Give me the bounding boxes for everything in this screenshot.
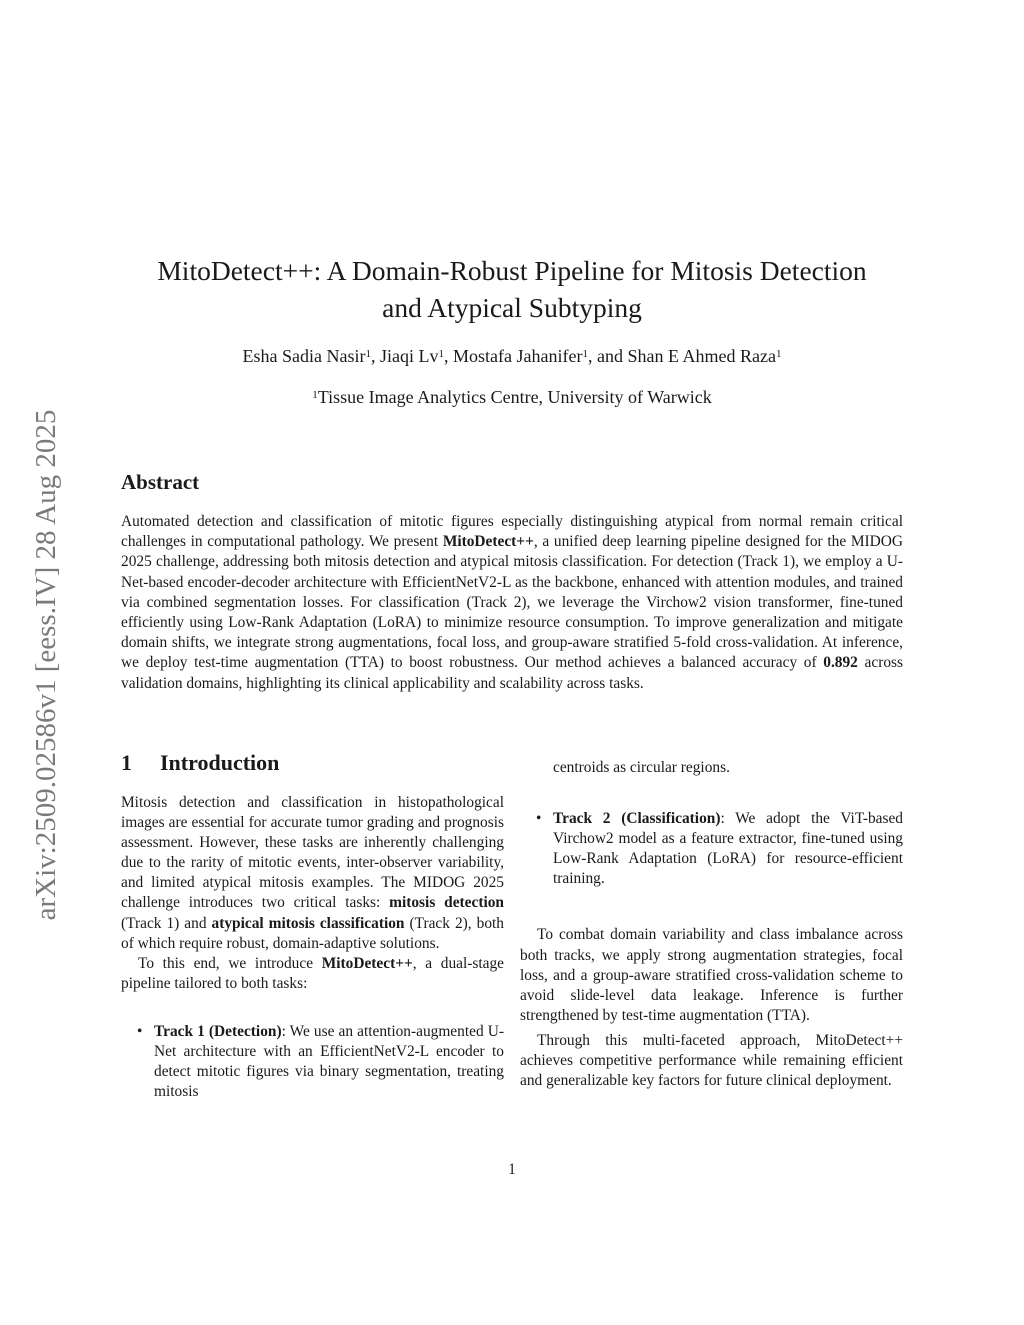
abstract-method-name: MitoDetect++ [442, 533, 534, 551]
abstract-body [121, 512, 903, 694]
bullet-dot-icon: • [536, 810, 542, 828]
abstract-text: Automated detection and classification of mitotic figures especially distinguishing atypical from normal remain critical challenges in computational pathology. We present [121, 513, 903, 551]
intro-paragraph-3: To combat domain variability and class imbalance across both tracks, we apply strong augmentation strategies, focal loss, and a group-aware stratified cross-validation scheme to avoid slide-level data leakage. Inference is further strengthened by test-time augmentation (TTA). [520, 926, 903, 1024]
paragraph-text: To this end, we introduce [138, 954, 322, 972]
abstract-heading: Abstract [121, 470, 200, 494]
intro-paragraph-4: Through this multi-faceted approach, MitoDetect++ achieves competitive performance while remaining efficient and generalizable key factors for future clinical deployment. [520, 1031, 903, 1090]
arxiv-identifier-stamp: arXiv:2509.02586v1 [eess.IV] 28 Aug 2025 [30, 409, 62, 921]
bullet-dot-icon: • [137, 1022, 143, 1040]
right-column [520, 758, 903, 1091]
bullet-track-1-continued [520, 758, 903, 778]
intro-paragraph-2 [121, 954, 504, 994]
affiliation-text: Tissue Image Analytics Centre, University of Warwick [317, 387, 712, 407]
paper-title [112, 252, 912, 326]
paragraph-text: (Track 2), both of which require robust, domain-adaptive solutions. [121, 914, 504, 952]
bullet-track-2 [520, 809, 903, 889]
author-name: Shan E Ahmed Raza [627, 346, 776, 366]
author-list [112, 343, 912, 369]
bullet-label: Track 1 (Detection) [154, 1022, 282, 1040]
author-name: Mostafa Jahanifer [453, 346, 583, 366]
author-separator: , and [587, 346, 628, 366]
bullet-text: : We use an attention-augmented U-Net architecture with an EfficientNetV2-L encoder to detect mitotic figures via binary segmentation, treating mitosis [154, 1022, 504, 1101]
author-separator: , [444, 346, 454, 366]
author-separator: , [371, 346, 381, 366]
bold-term: MitoDetect++ [321, 954, 413, 972]
title-line-2: and Atypical Subtyping [382, 292, 642, 323]
bold-term: mitosis detection [389, 894, 504, 912]
author-name: Esha Sadia Nasir [242, 346, 366, 366]
bold-term: atypical mitosis classification [211, 914, 405, 932]
paragraph-text: (Track 1) and [121, 914, 212, 932]
bullet-track-1 [121, 1022, 504, 1102]
paragraph-text: , a dual-stage pipeline tailored to both tasks: [121, 954, 504, 992]
abstract-text: , a unified deep learning pipeline designed for the MIDOG 2025 challenge, addressing both mitosis detection and atypical mitosis classification. For detection (Track 1), we employ a U-Net-based encoder-decoder architecture with EfficientNetV2-L as the backbone, enhanced with attention modules, and trained via combined segmentation losses. For classification (Track 2), we leverage the Virchow2 vision transformer, fine-tuned efficiently using Low-Rank Adaptation (LoRA) to minimize resource consumption. To improve generalization and mitigate domain shifts, we integrate strong augmentations, focal loss, and group-aware stratified 5-fold cross-validation. At inference, we deploy test-time augmentation (TTA) to boost robustness. Our method achieves a balanced accuracy of [121, 533, 903, 672]
bullet-text: centroids as circular regions. [553, 759, 730, 776]
section-number: 1 [121, 750, 132, 775]
abstract-text: across validation domains, highlighting its clinical applicability and scalability across tasks. [121, 654, 903, 692]
paragraph-text: Mitosis detection and classification in histopathological images are essential for accurate tumor grading and prognosis assessment. However, these tasks are inherently challenging due to the rarity of mitotic events, inter-observer variability, and limited atypical mitosis examples. The MIDOG 2025 challenge introduces two critical tasks: [121, 794, 504, 912]
title-line-1: MitoDetect++: A Domain-Robust Pipeline for Mitosis Detection [157, 255, 867, 286]
affiliation [112, 384, 912, 410]
intro-paragraph-1 [121, 793, 504, 954]
author-name: Jiaqi Lv [380, 346, 439, 366]
author-affiliation-marker: 1 [775, 348, 782, 360]
page-number: 1 [508, 1161, 516, 1178]
section-heading-introduction [121, 750, 279, 776]
bullet-label: Track 2 (Classification) [553, 810, 721, 828]
author-affiliation-marker: 1 [365, 348, 372, 360]
section-title: Introduction [160, 750, 280, 775]
bullet-text: : We adopt the ViT-based Virchow2 model as a feature extractor, fine-tuned using Low-Rank Adaptation (LoRA) for resource-efficient training. [553, 810, 903, 888]
affiliation-marker: 1 [312, 389, 318, 401]
abstract-accuracy-value: 0.892 [823, 654, 858, 672]
author-affiliation-marker: 1 [582, 348, 588, 360]
author-affiliation-marker: 1 [438, 348, 445, 360]
left-column [121, 793, 504, 1102]
